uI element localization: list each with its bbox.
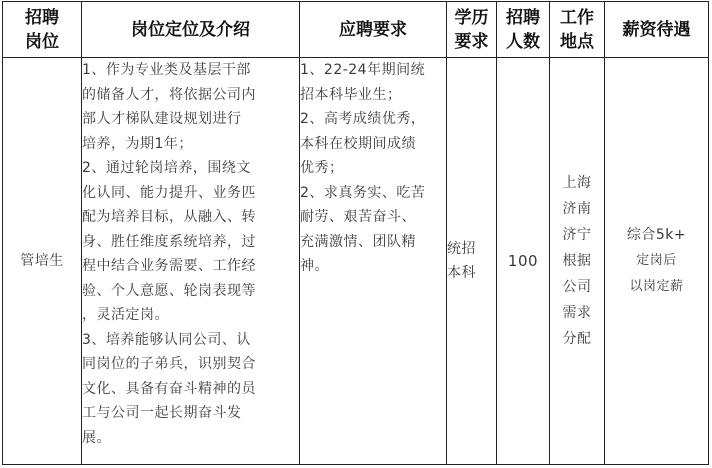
cell-location	[550, 58, 605, 465]
location-line: 分配	[562, 331, 592, 347]
intro-line: 展。	[82, 429, 111, 446]
recruitment-table	[2, 1, 709, 465]
intro-line: 工与公司一起长期奋斗发	[82, 405, 242, 421]
header-education-line-1: 学历	[454, 7, 489, 28]
cell-salary	[605, 58, 709, 465]
cell-education	[447, 58, 497, 465]
requirement-line: 充满激情、团队精	[300, 233, 416, 250]
intro-line: 同岗位的子弟兵，识别契合	[82, 356, 256, 372]
header-row	[3, 2, 709, 58]
cell-count: 100	[497, 58, 550, 465]
intro-line: 化认同、能力提升、业务匹	[82, 184, 256, 201]
header-intro: 岗位定位及介绍	[82, 2, 300, 58]
header-location-line-1: 工作	[560, 7, 594, 28]
salary-line: 综合5k+	[626, 227, 687, 243]
intro-line: 验、个人意愿、轮岗表现等	[82, 282, 256, 299]
cell-position: 管培生	[3, 58, 82, 465]
requirement-line: 神。	[300, 258, 329, 274]
location-line: 需求	[562, 305, 592, 321]
header-count	[497, 2, 550, 58]
intro-line: 2、通过轮岗培养，围绕文	[82, 160, 251, 176]
header-location	[550, 2, 605, 58]
intro-line: 的储备人才，将依据公司内	[82, 86, 256, 103]
intro-line: 部人才梯队建设规划进行	[82, 111, 242, 127]
requirement-line: 1、22-24年期间统	[300, 62, 426, 78]
location-line: 公司	[562, 279, 592, 295]
header-education	[447, 2, 497, 58]
intro-line: 身、胜任维度系统培养，过	[82, 233, 256, 250]
location-line: 济宁	[562, 227, 592, 243]
salary-line: 以岗定薪	[629, 279, 684, 294]
requirement-line: 本科在校期间成绩	[300, 135, 416, 152]
requirement-line: 2、高考成绩优秀，	[300, 111, 426, 127]
education-line: 统招	[447, 240, 476, 257]
requirement-line: 招本科毕业生；	[300, 86, 402, 103]
intro-line: ，灵活定岗。	[82, 307, 169, 323]
intro-line: 1、作为专业类及基层干部	[82, 62, 251, 78]
location-line: 济南	[562, 201, 592, 217]
header-position	[3, 2, 82, 58]
header-salary: 薪资待遇	[605, 2, 709, 58]
requirement-line: 2、求真务实、吃苦	[300, 184, 426, 201]
header-location-line-2: 地点	[560, 31, 594, 52]
header-count-line-1: 招聘	[506, 7, 540, 28]
intro-line: 3、培养能够认同公司、认	[82, 331, 251, 348]
header-requirements: 应聘要求	[300, 2, 447, 58]
header-count-line-2: 人数	[506, 31, 540, 52]
table-row	[3, 58, 709, 465]
education-line: 本科	[447, 265, 476, 281]
intro-line: 培养，为期1年；	[82, 135, 193, 152]
header-education-line-2: 要求	[454, 31, 489, 52]
requirement-line: 优秀；	[300, 160, 344, 176]
intro-line: 文化、具备有奋斗精神的员	[82, 380, 256, 397]
intro-line: 配为培养目标，从融入、转	[82, 209, 256, 225]
requirement-line: 耐劳、艰苦奋斗、	[300, 209, 416, 225]
salary-line: 定岗后	[636, 253, 677, 268]
location-line: 根据	[562, 253, 592, 269]
location-line: 上海	[562, 175, 592, 191]
cell-requirements	[300, 58, 447, 465]
header-position-line-2: 岗位	[25, 31, 59, 52]
header-position-line-1: 招聘	[25, 7, 59, 28]
intro-line: 程中结合业务需要、工作经	[82, 258, 256, 274]
cell-intro	[82, 58, 300, 465]
